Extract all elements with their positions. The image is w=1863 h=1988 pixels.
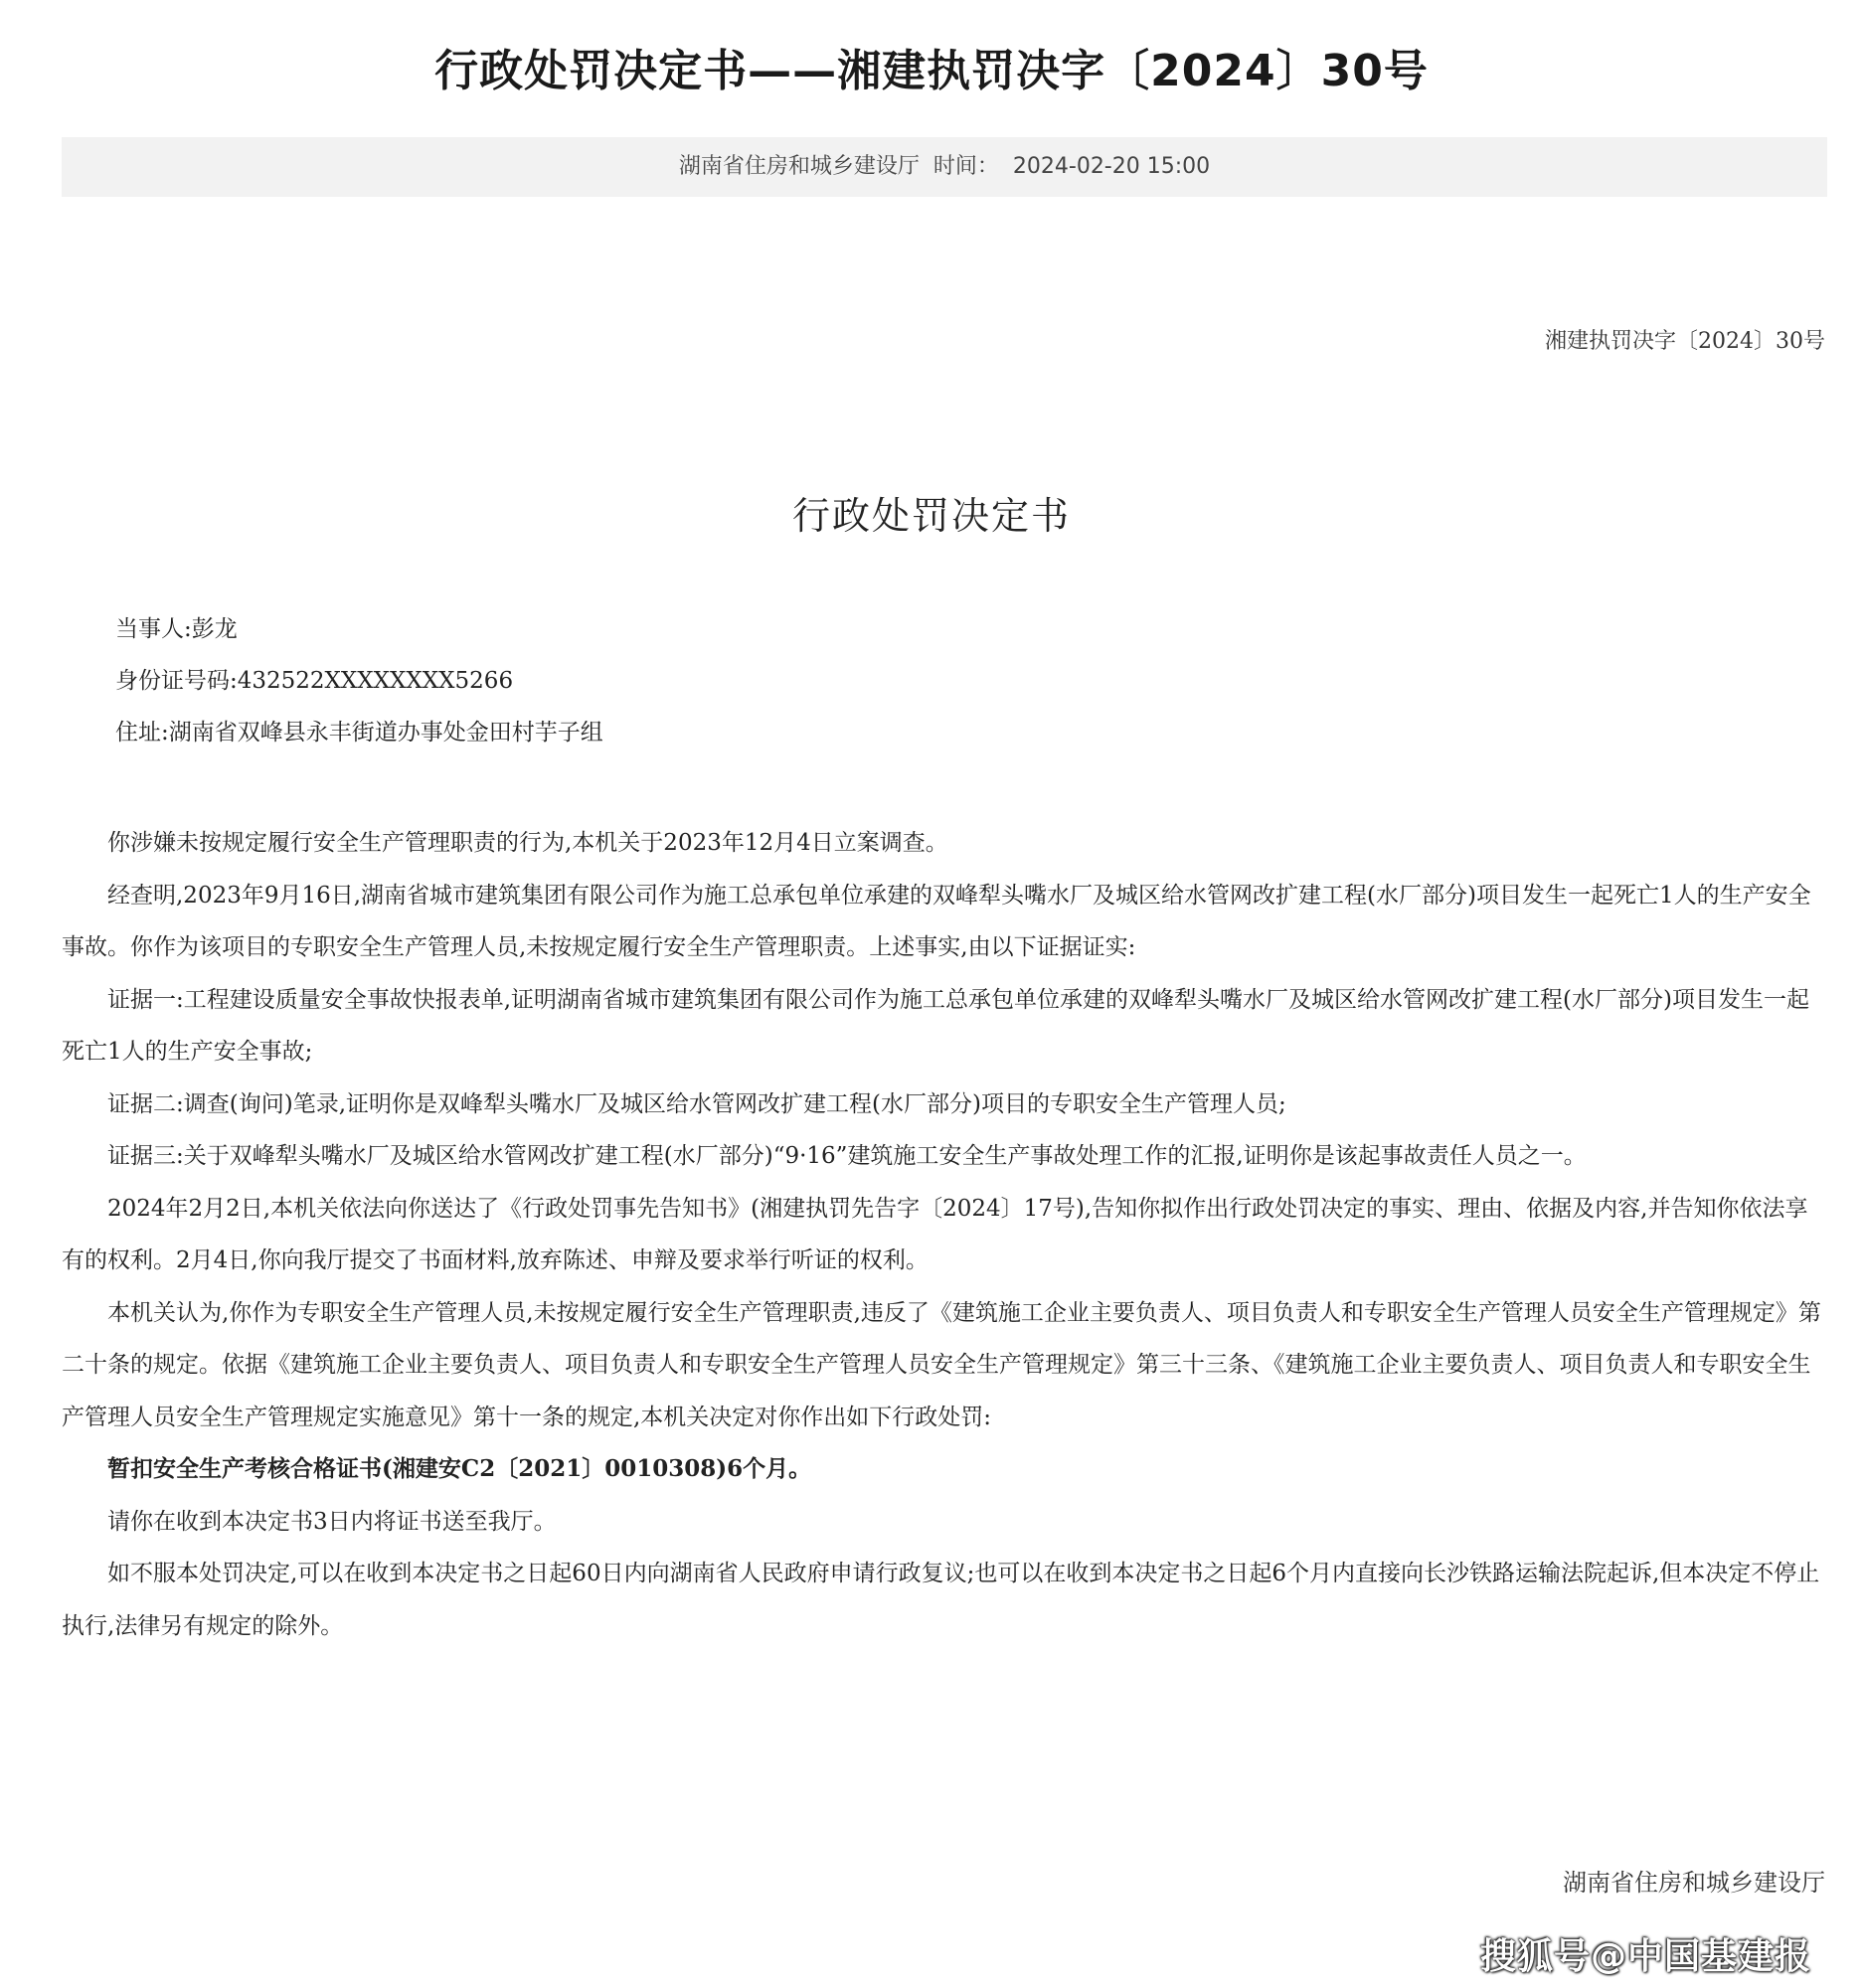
- paragraph-evidence-3: 证据三:关于双峰犁头嘴水厂及城区给水管网改扩建工程(水厂部分)“9·16”建筑施工安全生产事故处理工作的汇报,证明你是该起事故责任人员之一。: [107, 1143, 1587, 1169]
- time-value: 2024-02-20 15:00: [1012, 154, 1211, 179]
- meta-bar: [62, 137, 1827, 197]
- paragraph-evidence-2: 证据二:调查(询问)笔录,证明你是双峰犁头嘴水厂及城区给水管网改扩建工程(水厂部分)项目的专职安全生产管理人员;: [107, 1090, 1286, 1117]
- source-label: 湖南省住房和城乡建设厅: [678, 154, 920, 179]
- issuer-signature: 湖南省住房和城乡建设厅: [1563, 1869, 1825, 1897]
- watermark: 搜狐号@中国基建报: [1479, 1936, 1811, 1977]
- paragraph-penalty: 暂扣安全生产考核合格证书(湘建安C2〔2021〕0010308)6个月。: [107, 1455, 812, 1482]
- paragraph-evidence-1: 证据一:工程建设质量安全事故快报表单,证明湖南省城市建筑集团有限公司作为施工总承包单位承建的双峰犁头嘴水厂及城区给水管网改扩建工程(水厂部分)项目发生一起死亡1人的生产安全事故;: [62, 986, 1810, 1065]
- paragraph-certificate-return: 请你在收到本决定书3日内将证书送至我厅。: [107, 1508, 557, 1535]
- paragraph-findings: 经查明,2023年9月16日,湖南省城市建筑集团有限公司作为施工总承包单位承建的双峰犁头嘴水厂及城区给水管网改扩建工程(水厂部分)项目发生一起死亡1人的生产安全事故。你作为该项目的专职安全生产管理人员,未按规定履行安全生产管理职责。上述事实,由以下证据证实:: [62, 882, 1811, 960]
- paragraph-notice: 2024年2月2日,本机关依法向你送达了《行政处罚事先告知书》(湘建执罚先告字〔2024〕17号),告知你拟作出行政处罚决定的事实、理由、依据及内容,并告知你依法享有的权利。2月4日,你向我厅提交了书面材料,放弃陈述、申辩及要求举行听证的权利。: [62, 1195, 1808, 1273]
- paragraph-decision-basis: 本机关认为,你作为专职安全生产管理人员,未按规定履行安全生产管理职责,违反了《建筑施工企业主要负责人、项目负责人和专职安全生产管理人员安全生产管理规定》第二十条的规定。依据《建筑施工企业主要负责人、项目负责人和专职安全生产管理人员安全生产管理规定》第三十三条、《建筑施工企业主要负责人、项目负责人和专职安全生产管理人员安全生产管理规定实施意见》第十一条的规定,本机关决定对你作出如下行政处罚:: [62, 1299, 1821, 1430]
- document-body: [62, 817, 1827, 1652]
- party-id-number: 身份证号码:432522XXXXXXXX5266: [115, 668, 514, 694]
- document-number: 湘建执罚决字〔2024〕30号: [1545, 329, 1825, 354]
- document-heading: 行政处罚决定书: [791, 494, 1071, 538]
- time-label: 时间：: [932, 154, 999, 179]
- paragraph-case-filing: 你涉嫌未按规定履行安全生产管理职责的行为,本机关于2023年12月4日立案调查。: [107, 830, 948, 856]
- party-name: 当事人:彭龙: [115, 616, 238, 642]
- paragraph-appeal-rights: 如不服本处罚决定,可以在收到本决定书之日起60日内向湖南省人民政府申请行政复议;也可以在收到本决定书之日起6个月内直接向长沙铁路运输法院起诉,但本决定不停止执行,法律另有规定的除外。: [62, 1561, 1820, 1639]
- party-address: 住址:湖南省双峰县永丰街道办事处金田村芋子组: [115, 720, 603, 746]
- page-title: 行政处罚决定书——湘建执罚决字〔2024〕30号: [434, 46, 1429, 96]
